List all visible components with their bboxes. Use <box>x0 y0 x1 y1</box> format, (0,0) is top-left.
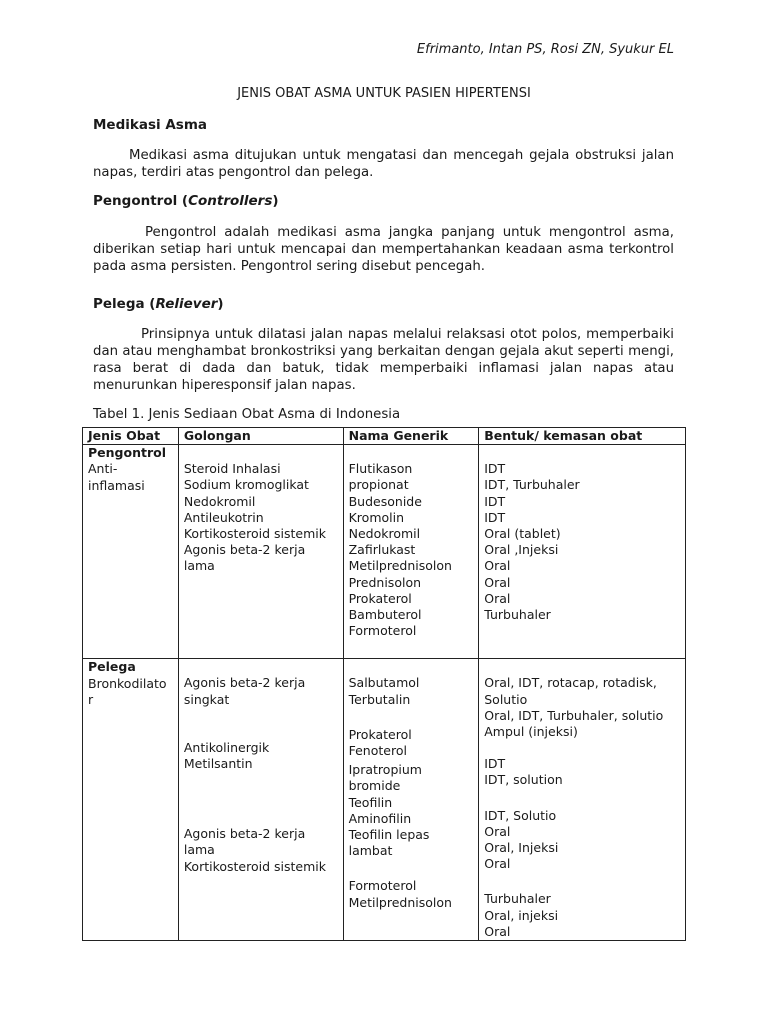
drug-table <box>82 427 686 941</box>
header-bentuk-kemasan: Bentuk/ kemasan obat <box>479 428 686 445</box>
header-nama-generik: Nama Generik <box>343 428 479 445</box>
section-heading-pengontrol: Pengontrol (Controllers) <box>93 193 279 209</box>
page-title: JENIS OBAT ASMA UNTUK PASIEN HIPERTENSI <box>237 86 531 101</box>
table-caption: Tabel 1. Jenis Sediaan Obat Asma di Indonesia <box>93 407 401 422</box>
cell-jenis: Pelega Bronkodilato r <box>83 659 179 941</box>
table-header-row <box>83 428 686 445</box>
cell-bentuk: Oral, IDT, rotacap, rotadisk, Solutio Oral, IDT, Turbuhaler, solutio Ampul (injeksi) IDT IDT, solution IDT, Solutio Oral Oral, Injeksi Oral Turbuhaler Oral, injeksi Oral <box>479 659 686 941</box>
cell-generik: Salbutamol Terbutalin Prokaterol Fenoterol Ipratropium bromide Teofilin Aminofilin Teofilin lepas lambat Formoterol Metilprednisolon <box>343 659 479 941</box>
section-text-medikasi: Medikasi asma ditujukan untuk mengatasi dan mencegah gejala obstruksi jalan napas, terdiri atas pengontrol dan pelega. <box>93 148 674 180</box>
header-golongan: Golongan <box>178 428 343 445</box>
section-text-pengontrol: Pengontrol adalah medikasi asma jangka panjang untuk mengontrol asma, diberikan setiap hari untuk mencapai dan mempertahankan keadaan asma terkontrol pada asma persisten. Pengontrol sering disebut pencegah. <box>93 225 674 274</box>
cell-generik: Flutikason propionat Budesonide Kromolin Nedokromil Zafirlukast Metilprednisolon Prednisolon Prokaterol Bambuterol Formoterol <box>343 445 479 659</box>
section-heading-medikasi: Medikasi Asma <box>93 117 207 133</box>
section-text-pelega: Prinsipnya untuk dilatasi jalan napas melalui relaksasi otot polos, memperbaiki dan atau menghambat bronkostriksi yang berkaitan dengan gejala akut seperti mengi, rasa berat di dada dan batuk, tidak memperbaiki inflamasi jalan napas atau menurunkan hiperesponsif jalan napas. <box>93 327 674 393</box>
cell-golongan: Agonis beta-2 kerja singkat Antikolinergik Metilsantin Agonis beta-2 kerja lama Kortikosteroid sistemik <box>178 659 343 941</box>
cell-jenis: Pengontrol Anti- inflamasi <box>83 445 179 659</box>
table-row <box>83 659 686 941</box>
cell-bentuk: IDT IDT, Turbuhaler IDT IDT Oral (tablet) Oral ,Injeksi Oral Oral Oral Turbuhaler <box>479 445 686 659</box>
section-heading-pelega: Pelega (Reliever) <box>93 296 224 312</box>
header-jenis-obat: Jenis Obat <box>83 428 179 445</box>
table-row <box>83 445 686 659</box>
cell-golongan: Steroid Inhalasi Sodium kromoglikat Nedokromil Antileukotrin Kortikosteroid sistemik Agonis beta-2 kerja lama <box>178 445 343 659</box>
author-header: Efrimanto, Intan PS, Rosi ZN, Syukur EL <box>416 42 674 57</box>
